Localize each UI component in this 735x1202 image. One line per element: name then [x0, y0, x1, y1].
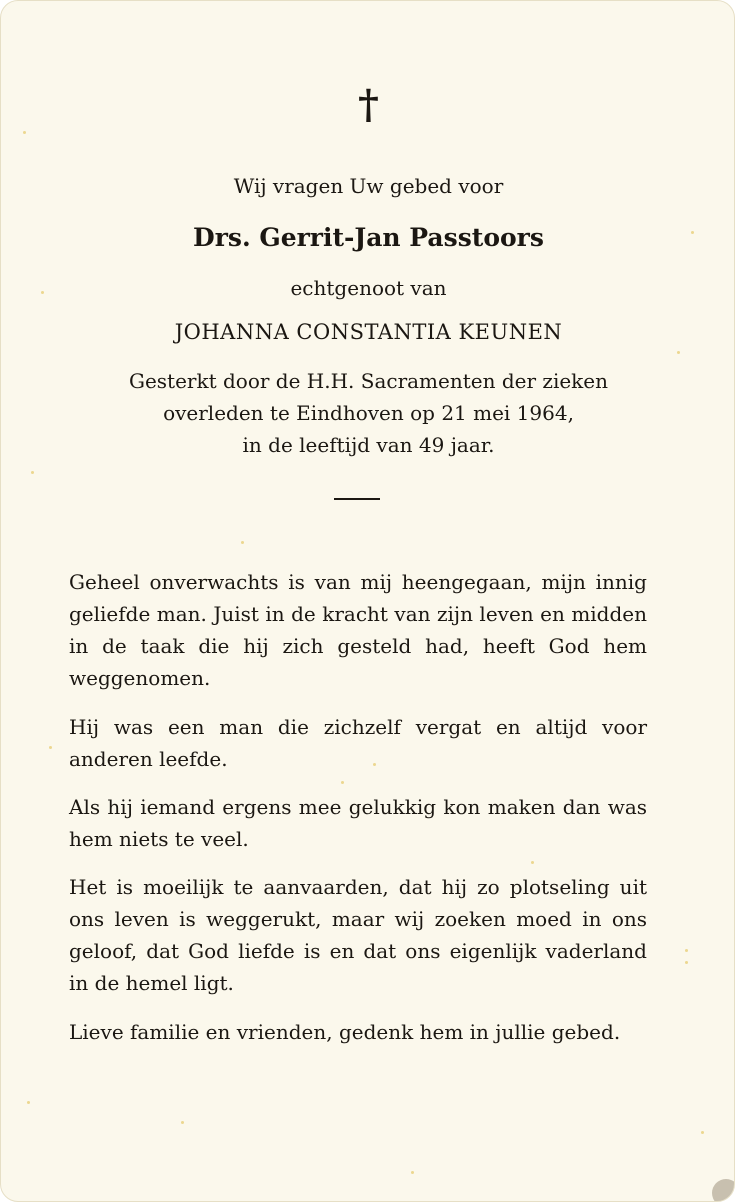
paper-speck: [677, 351, 680, 354]
paper-speck: [49, 746, 52, 749]
paper-speck: [31, 471, 34, 474]
paper-speck: [685, 961, 688, 964]
paper-speck: [701, 1131, 704, 1134]
memorial-paragraph: Geheel onverwachts is van mij heengegaan, mijn innig geliefde man. Juist in de kracht van zijn leven en midden in de taak die hij zich gesteld had, heeft God hem weggenomen.: [69, 570, 647, 690]
cross-icon: †: [358, 81, 379, 128]
death-details-line: in de leeftijd van 49 jaar.: [242, 433, 495, 457]
paper-speck: [27, 1101, 30, 1104]
paper-speck: [181, 1121, 184, 1124]
spouse-name: JOHANNA CONSTANTIA KEUNEN: [174, 320, 563, 344]
spouse-label: echtgenoot van: [290, 276, 447, 300]
prayer-request: Wij vragen Uw gebed voor: [233, 174, 504, 198]
death-details-line: Gesterkt door de H.H. Sacramenten der zieken: [128, 369, 609, 393]
paper-speck: [341, 781, 344, 784]
memorial-paragraph: Hij was een man die zichzelf vergat en altijd voor anderen leefde.: [69, 715, 647, 771]
memorial-paragraph: Het is moeilijk te aanvaarden, dat hij zo plotseling uit ons leven is weggerukt, maar wij zoeken moed in ons geloof, dat God liefde is en dat ons eigenlijk vaderland in de hemel ligt.: [69, 875, 647, 995]
memorial-paragraph: Lieve familie en vrienden, gedenk hem in jullie gebed.: [69, 1020, 621, 1044]
paper-speck: [411, 1171, 414, 1174]
paper-speck: [241, 541, 244, 544]
memorial-paragraph: Als hij iemand ergens mee gelukkig kon maken dan was hem niets te veel.: [69, 795, 647, 851]
paper-speck: [531, 861, 534, 864]
death-details-line: overleden te Eindhoven op 21 mei 1964,: [163, 401, 574, 425]
divider: [334, 498, 380, 500]
deceased-name: Drs. Gerrit-Jan Passtoors: [193, 223, 544, 252]
paper-speck: [23, 131, 26, 134]
card-corner-wear: [712, 1179, 735, 1202]
paper-speck: [685, 949, 688, 952]
